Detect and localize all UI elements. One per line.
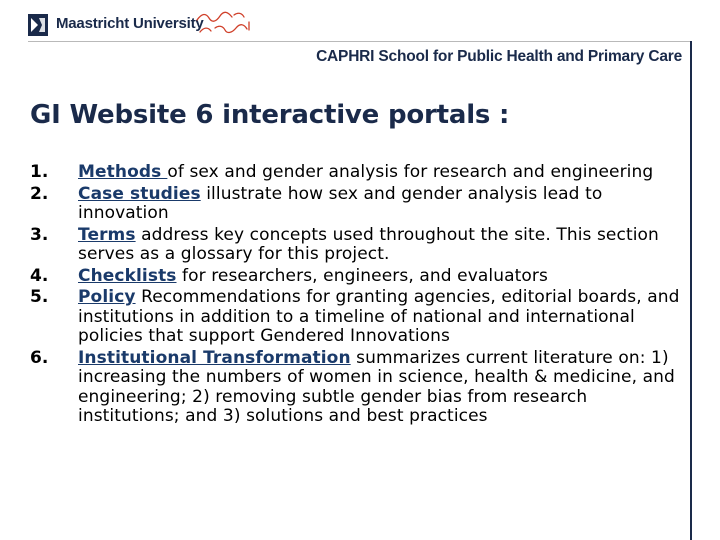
item-text [78, 185, 688, 224]
institutional-transformation-link[interactable]: Institutional Transformation [78, 347, 351, 368]
school-name: CAPHRI School for Public Health and Primary Care [316, 48, 682, 65]
checklists-link[interactable]: Checklists [78, 265, 177, 286]
terms-link[interactable]: Terms [78, 224, 136, 245]
list-item [30, 349, 688, 427]
item-description: summarizes current literature on: 1) increasing the numbers of women in science, health & medicine, and engineering; 2) removing subtle gender bias from research institutions; and 3) solutions and best practices [78, 347, 675, 426]
list-item [30, 226, 688, 265]
item-description: of sex and gender analysis for research and engineering [167, 162, 654, 182]
item-text [78, 349, 688, 427]
university-name: Maastricht University [56, 15, 204, 32]
item-text [78, 288, 688, 347]
item-text [78, 267, 688, 287]
tagline-script-logo [194, 8, 252, 38]
list-item [30, 185, 688, 224]
list-item [30, 288, 688, 347]
item-number: 3. [30, 224, 49, 245]
item-number: 2. [30, 183, 49, 204]
university-logo-icon [28, 14, 48, 36]
header-divider [28, 41, 690, 42]
slide-title: GI Website 6 interactive portals : [30, 100, 510, 130]
item-description: address key concepts used throughout the site. This section serves as a glossary for this project. [78, 224, 659, 264]
item-number: 5. [30, 287, 49, 307]
item-number: 6. [30, 347, 49, 368]
portal-list [30, 163, 688, 429]
policy-link[interactable]: Policy [78, 287, 136, 307]
item-number: 1. [30, 162, 49, 182]
item-number: 4. [30, 265, 49, 286]
item-description: illustrate how sex and gender analysis lead to innovation [78, 183, 603, 223]
case-studies-link[interactable]: Case studies [78, 183, 201, 204]
right-border-line [690, 41, 692, 540]
item-description: for researchers, engineers, and evaluators [176, 265, 548, 286]
list-item [30, 163, 688, 183]
methods-link[interactable]: Methods [78, 162, 168, 182]
item-text [78, 226, 688, 265]
list-item [30, 267, 688, 287]
item-text [78, 163, 688, 183]
item-description: Recommendations for granting agencies, editorial boards, and institutions in addition to a timeline of national and international policies that support Gendered Innovations [78, 287, 680, 346]
